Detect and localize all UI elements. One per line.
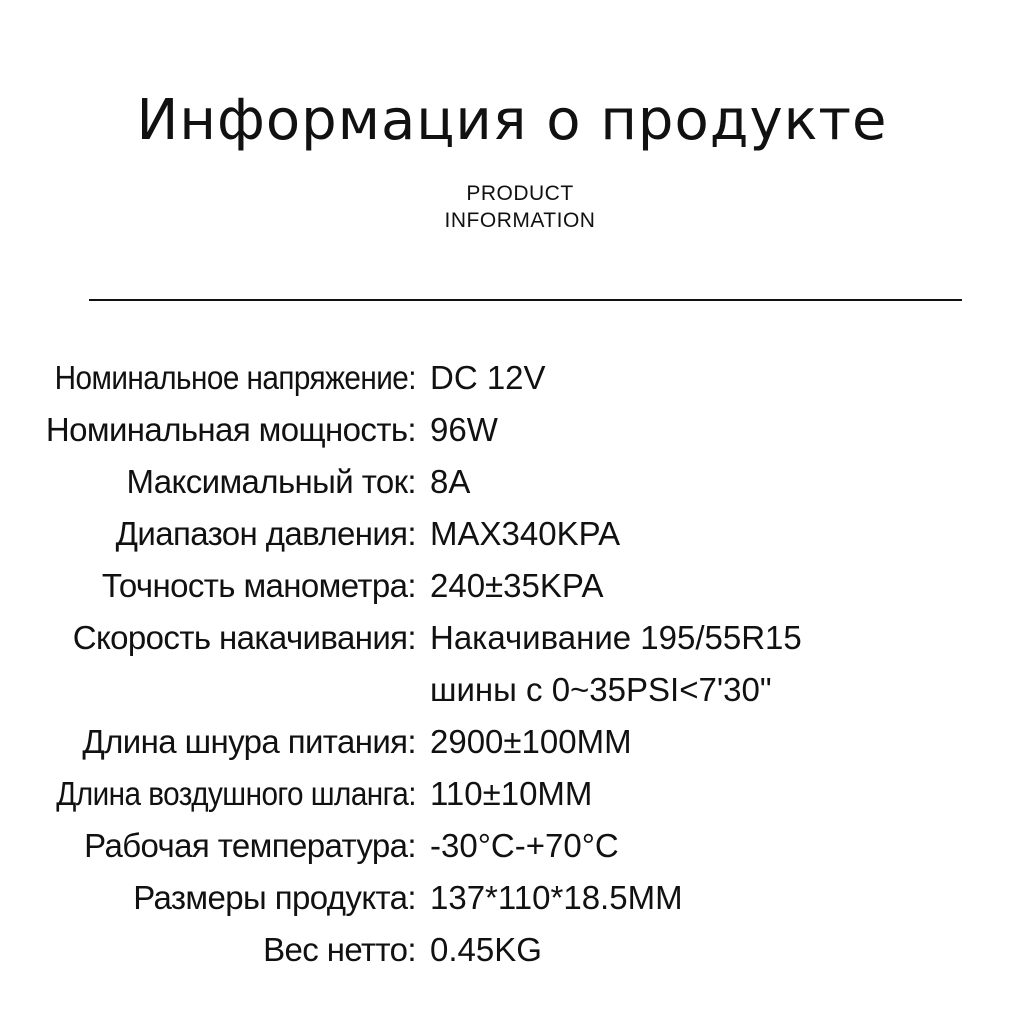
spec-list	[0, 352, 1024, 976]
spec-row-net-weight	[0, 924, 1024, 976]
spec-value: 240±35KPA	[430, 567, 604, 604]
spec-label: Точность манометра:	[101, 567, 416, 604]
spec-row-power-cord-length	[0, 716, 1024, 768]
spec-value: 2900±100MM	[430, 723, 632, 760]
spec-row-inflation-speed	[0, 612, 1024, 716]
spec-label: Длина шнура питания:	[82, 723, 416, 760]
spec-value: 96W	[430, 411, 498, 448]
spec-row-operating-temperature	[0, 820, 1024, 872]
spec-value-line-2: шины с 0~35PSI<7'30"	[430, 671, 772, 708]
spec-row-product-dimensions	[0, 872, 1024, 924]
subtitle-line-1: PRODUCT	[466, 182, 574, 205]
spec-value: 137*110*18.5MM	[430, 879, 683, 916]
divider-line	[89, 299, 962, 301]
subtitle-line-2: INFORMATION	[444, 209, 596, 232]
spec-value: -30°C-+70°C	[430, 827, 619, 864]
spec-label: Рабочая температура:	[84, 827, 416, 864]
spec-row-rated-voltage	[0, 352, 1024, 404]
spec-label: Номинальное напряжение:	[54, 359, 416, 396]
spec-row-pressure-range	[0, 508, 1024, 560]
spec-label: Номинальная мощность:	[45, 411, 416, 448]
spec-value: 8A	[430, 463, 471, 500]
spec-label: Скорость накачивания:	[72, 619, 416, 656]
spec-value: 0.45KG	[430, 931, 542, 968]
spec-row-air-hose-length	[0, 768, 1024, 820]
spec-row-max-current	[0, 456, 1024, 508]
spec-label: Размеры продукта:	[133, 879, 416, 916]
page-title: Информация о продукте	[136, 88, 888, 153]
spec-row-rated-power	[0, 404, 1024, 456]
spec-value: 110±10MM	[430, 775, 593, 812]
spec-value-line-1: Накачивание 195/55R15	[430, 619, 802, 656]
spec-label: Максимальный ток:	[126, 463, 416, 500]
page-subtitle	[0, 180, 1024, 234]
spec-label: Вес нетто:	[263, 931, 416, 968]
spec-value: DC 12V	[430, 359, 546, 396]
spec-label: Длина воздушного шланга:	[56, 775, 416, 812]
spec-row-gauge-accuracy	[0, 560, 1024, 612]
spec-value: MAX340KPA	[430, 515, 621, 552]
spec-value-multiline	[416, 612, 1010, 716]
spec-label: Диапазон давления:	[115, 515, 416, 552]
